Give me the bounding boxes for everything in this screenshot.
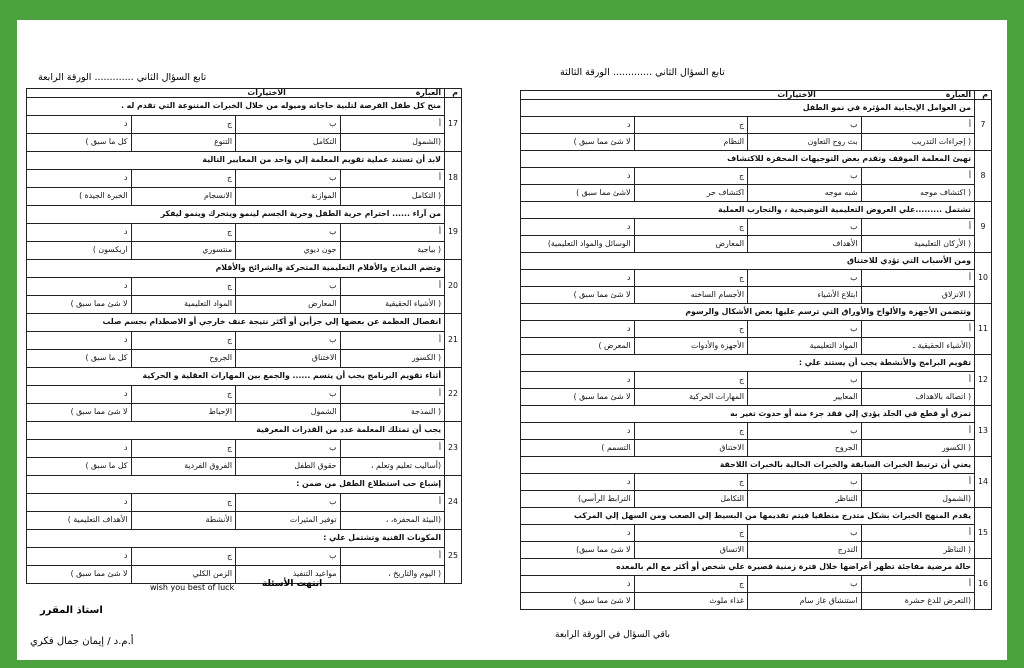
option-letter: ج <box>634 473 748 490</box>
answer-option[interactable]: المواد التعليمية <box>131 295 236 313</box>
header-statement-label: العبارة <box>415 88 441 97</box>
option-letter: أ <box>340 547 445 565</box>
option-letters-row <box>521 116 992 133</box>
option-letters-row <box>27 331 462 349</box>
option-letter: ج <box>131 223 236 241</box>
options-row <box>27 187 462 205</box>
option-letters-row <box>27 547 462 565</box>
option-letter: د <box>521 371 635 388</box>
question-number: 18 <box>445 151 462 205</box>
option-letter: ب <box>748 422 862 439</box>
option-letter: ب <box>236 439 341 457</box>
option-letter: أ <box>340 439 445 457</box>
option-letter: ج <box>634 269 748 286</box>
option-letter: ب <box>748 371 862 388</box>
question-row <box>521 456 992 473</box>
option-letter: ب <box>236 331 341 349</box>
answer-option[interactable]: منتسوري <box>131 241 236 259</box>
option-letter: ب <box>748 524 862 541</box>
answer-option[interactable]: لاشئ مما سبق ) <box>521 184 635 201</box>
option-letter: ج <box>634 575 748 592</box>
question-text: يقدم المنهج الخبرات بشكل متدرج منطقيا فيتم تقديمها من البسيط إلي الصعب ومن السهل إلي المركب <box>521 507 975 524</box>
option-letter: أ <box>340 223 445 241</box>
answer-option[interactable]: (الشمول <box>340 133 445 151</box>
option-letters-row <box>27 115 462 133</box>
option-letter: ج <box>634 320 748 337</box>
answer-option[interactable]: الفروق الفردية <box>131 457 236 475</box>
option-letter: ب <box>236 277 341 295</box>
options-row <box>27 295 462 313</box>
option-letters-row <box>521 320 992 337</box>
option-letter: د <box>521 524 635 541</box>
question-text: إشباع حب استطلاع الطفل من ضمن : <box>27 475 445 493</box>
question-row <box>27 367 462 385</box>
option-letter: د <box>521 422 635 439</box>
options-row <box>521 235 992 252</box>
answer-option[interactable]: ( النمذجة <box>340 403 445 421</box>
answer-option[interactable]: (الأشياء الحقيقية ـ <box>861 337 975 354</box>
header-statement-label: العبارة <box>945 90 971 99</box>
end-of-questions: انتهت الأسئلة <box>262 579 323 589</box>
options-row <box>27 511 462 529</box>
header-row <box>27 89 462 98</box>
option-letter: أ <box>861 575 975 592</box>
answer-option[interactable]: الجروح <box>131 349 236 367</box>
option-letter: أ <box>861 320 975 337</box>
answer-option[interactable]: ( الأشياء الحقيقية <box>340 295 445 313</box>
answer-option[interactable]: كل ما سبق ) <box>27 133 132 151</box>
option-letter: أ <box>861 473 975 490</box>
option-letter: د <box>27 385 132 403</box>
question-number: 23 <box>445 421 462 475</box>
option-letter: د <box>27 169 132 187</box>
option-letter: د <box>27 331 132 349</box>
question-number: 19 <box>445 205 462 259</box>
question-text: من آراء ...... احترام حرية الطفل وحرية الجسم لينمو ويتحرك وينمو ليفكر <box>27 205 445 223</box>
question-row <box>521 99 992 116</box>
options-row <box>521 439 992 456</box>
answer-option[interactable]: ( التناظر <box>861 541 975 558</box>
answer-option[interactable]: الانسجام <box>131 187 236 205</box>
option-letters-row <box>27 439 462 457</box>
answer-option[interactable]: جون ديوي <box>236 241 341 259</box>
option-letter: ب <box>236 385 341 403</box>
question-number: 20 <box>445 259 462 313</box>
option-letter: أ <box>340 115 445 133</box>
option-letter: أ <box>340 169 445 187</box>
left-questions-table <box>26 88 462 584</box>
options-row <box>521 592 992 609</box>
answer-option[interactable]: الزمن الكلي <box>131 565 236 583</box>
question-row <box>27 313 462 331</box>
option-letters-row <box>521 371 992 388</box>
option-letters-row <box>521 524 992 541</box>
option-letter: د <box>27 277 132 295</box>
question-text: لابد أن تستند عملية تقويم المعلمة إلي واحد من المعايير التالية <box>27 151 445 169</box>
question-text: أثناء تقويم البرنامج يجب أن يتسم ...... والجمع بين المهارات العقلية و الحركية <box>27 367 445 385</box>
option-letters-row <box>521 473 992 490</box>
answer-option[interactable]: ( اتصاله بالاهداف <box>861 388 975 405</box>
answer-option[interactable]: ( الكسور <box>340 349 445 367</box>
answer-option[interactable]: لا شئ مما سبق ) <box>521 388 635 405</box>
question-text: وتضم النماذج والأفلام التعليمية المتحركة والشرائح والأفلام <box>27 259 445 277</box>
answer-option[interactable]: ( بياجية <box>340 241 445 259</box>
options-row <box>27 349 462 367</box>
answer-option[interactable]: حقوق الطفل <box>236 457 341 475</box>
question-text: المكونات الفنية وتشتمل علي : <box>27 529 445 547</box>
option-letter: ج <box>634 218 748 235</box>
answer-option[interactable]: استنشاق غاز سام <box>748 592 862 609</box>
answer-option[interactable]: الجروح <box>748 439 862 456</box>
option-letters-row <box>27 385 462 403</box>
option-letter: ج <box>131 547 236 565</box>
answer-option[interactable]: اريكسون ) <box>27 241 132 259</box>
option-letter: د <box>521 575 635 592</box>
question-row <box>521 558 992 575</box>
header-statement <box>27 89 445 98</box>
options-row <box>521 184 992 201</box>
options-row <box>521 286 992 303</box>
question-row <box>521 354 992 371</box>
option-letter: د <box>521 116 635 133</box>
answer-option[interactable]: التناظر <box>748 490 862 507</box>
option-letters-row <box>27 493 462 511</box>
question-row <box>521 201 992 218</box>
question-number: 15 <box>975 507 992 558</box>
option-letters-row <box>521 167 992 184</box>
question-text: تشتمل .........علي العروض التعليمية التوضيحية ، والتجارب العملية <box>521 201 975 218</box>
option-letter: ب <box>236 115 341 133</box>
option-letter: ب <box>236 169 341 187</box>
answer-option[interactable]: (أساليب تعليم وتعلم ، <box>340 457 445 475</box>
question-row <box>521 150 992 167</box>
option-letter: د <box>27 493 132 511</box>
question-row <box>27 421 462 439</box>
option-letter: ب <box>236 493 341 511</box>
question-number: 25 <box>445 529 462 583</box>
options-row <box>27 403 462 421</box>
option-letter: د <box>27 439 132 457</box>
question-number: 22 <box>445 367 462 421</box>
option-letter: ب <box>748 167 862 184</box>
option-letter: أ <box>340 331 445 349</box>
question-text: من العوامل الإيجابية المؤثرة في نمو الطفل <box>521 99 975 116</box>
question-number: 24 <box>445 475 462 529</box>
answer-option[interactable]: الإحباط <box>131 403 236 421</box>
option-letter: د <box>521 269 635 286</box>
answer-option[interactable]: ( اليوم والتاريخ ، <box>340 565 445 583</box>
question-number: 9 <box>975 201 992 252</box>
question-text: منح كل طفل الفرصة لتلبية حاجاته وميوله من خلال الخبرات المتنوعة التي تقدم له . <box>27 97 445 115</box>
option-letter: ج <box>131 385 236 403</box>
question-row <box>521 303 992 320</box>
answer-option[interactable]: المعارض <box>236 295 341 313</box>
question-number: 8 <box>975 150 992 201</box>
answer-option[interactable]: مواعيد التنفيذ <box>236 565 341 583</box>
option-letter: ج <box>131 277 236 295</box>
answer-option[interactable]: لا شئ مما سبق ) <box>27 295 132 313</box>
option-letters-row <box>521 218 992 235</box>
option-letters-row <box>521 269 992 286</box>
option-letter: د <box>521 473 635 490</box>
left-page <box>26 88 462 584</box>
question-number: 14 <box>975 456 992 507</box>
answer-option[interactable]: ( الأركان التعليمية <box>861 235 975 252</box>
answer-option[interactable]: لا شئ مما سبق ) <box>521 592 635 609</box>
question-row <box>27 97 462 115</box>
answer-option[interactable]: بث روح التعاون <box>748 133 862 150</box>
answer-option[interactable]: (البيئة المحفزة، ، <box>340 511 445 529</box>
answer-option[interactable]: الشمول <box>236 403 341 421</box>
answer-option[interactable]: المعارض <box>634 235 748 252</box>
options-row <box>27 457 462 475</box>
question-text: تمزق أو قطع في الجلد يؤدي إلي فقد جزء منه أو حدوث تغير به <box>521 405 975 422</box>
option-letters-row <box>521 422 992 439</box>
option-letter: أ <box>861 269 975 286</box>
answer-option[interactable]: الأهداف <box>748 235 862 252</box>
option-letter: أ <box>861 524 975 541</box>
question-text: حالة مرضية مفاجئة تظهر أعراضها خلال فترة زمنية قصيرة علي شخص أو أكثر مع الم بالمعده <box>521 558 975 575</box>
option-letter: ج <box>131 115 236 133</box>
options-row <box>521 388 992 405</box>
question-row <box>27 259 462 277</box>
answer-option[interactable]: المواد التعليمية <box>748 337 862 354</box>
header-num: م <box>975 91 992 100</box>
answer-option[interactable]: التنوع <box>131 133 236 151</box>
option-letter: ب <box>748 575 862 592</box>
question-number: 21 <box>445 313 462 367</box>
answer-option[interactable]: توفير المثيرات <box>236 511 341 529</box>
question-number: 11 <box>975 303 992 354</box>
answer-option[interactable]: التكامل <box>634 490 748 507</box>
answer-option[interactable]: التدرج <box>748 541 862 558</box>
answer-option[interactable]: الاختناق <box>236 349 341 367</box>
question-number: 12 <box>975 354 992 405</box>
option-letter: د <box>521 167 635 184</box>
question-text: ومن الأسباب التي تؤدي للاختناق <box>521 252 975 269</box>
header-choices-label: الاختيارات <box>247 88 286 97</box>
answer-option[interactable]: الاتساق <box>634 541 748 558</box>
option-letter: ب <box>236 547 341 565</box>
header-num: م <box>445 89 462 98</box>
answer-option[interactable]: التسمم ) <box>521 439 635 456</box>
option-letter: أ <box>340 277 445 295</box>
wish-text: wish you best of luck <box>150 583 235 592</box>
option-letters-row <box>27 277 462 295</box>
option-letter: ج <box>131 169 236 187</box>
option-letter: أ <box>340 385 445 403</box>
question-row <box>27 475 462 493</box>
question-text: تهيئ المعلمة الموقف وتقدم بعض التوجيهات المحفزة للاكتشاف <box>521 150 975 167</box>
option-letter: ب <box>748 473 862 490</box>
answer-option[interactable]: كل ما سبق ) <box>27 349 132 367</box>
options-row <box>521 490 992 507</box>
answer-option[interactable]: الخبرة الجيدة ) <box>27 187 132 205</box>
answer-option[interactable]: ( الانزلاق <box>861 286 975 303</box>
question-row <box>27 151 462 169</box>
options-row <box>521 133 992 150</box>
option-letter: أ <box>861 167 975 184</box>
answer-option[interactable]: ( إجراءات التدريب <box>861 133 975 150</box>
option-letter: أ <box>861 371 975 388</box>
signature-name: أ.م.د / إيمان جمال فكري <box>30 636 134 647</box>
answer-option[interactable]: ( التكامل <box>340 187 445 205</box>
answer-option[interactable]: الأهداف التعليمية ) <box>27 511 132 529</box>
question-text: يعني أن ترتبط الخبرات السابقة والخبرات الحالية بالخبرات اللاحقة <box>521 456 975 473</box>
option-letter: د <box>27 115 132 133</box>
question-number: 16 <box>975 558 992 609</box>
option-letter: ب <box>748 269 862 286</box>
answer-option[interactable]: (الشمول <box>861 490 975 507</box>
option-letter: ج <box>634 422 748 439</box>
answer-option[interactable]: المعايير <box>748 388 862 405</box>
answer-option[interactable]: كل ما سبق ) <box>27 457 132 475</box>
option-letter: ج <box>634 371 748 388</box>
option-letter: د <box>27 223 132 241</box>
header-row <box>521 91 992 100</box>
question-row <box>27 529 462 547</box>
option-letter: ب <box>748 218 862 235</box>
option-letter: ج <box>634 167 748 184</box>
answer-option[interactable]: ابتلاع الأشياء <box>748 286 862 303</box>
option-letter: ب <box>236 223 341 241</box>
option-letter: ج <box>131 439 236 457</box>
question-text: انفصال العظمة عن بعضها إلي جزأين أو أكثر نتيجة عنف خارجي أو الاصطدام بجسم صلب <box>27 313 445 331</box>
answer-option[interactable]: الوسائل والمواد التعليمية) <box>521 235 635 252</box>
question-text: وتتضمن الأجهزة والألواح والأوراق التي ترسم عليها بعض الأشكال والرسوم <box>521 303 975 320</box>
question-row <box>521 507 992 524</box>
question-row <box>27 205 462 223</box>
answer-option[interactable]: لا شئ مما سبق ) <box>27 565 132 583</box>
left-page-continuation: تابع السؤال الثاني ............. الورقة الرابعة <box>38 72 207 83</box>
question-number: 13 <box>975 405 992 456</box>
answer-option[interactable]: الأجهزة والأدوات <box>634 337 748 354</box>
answer-option[interactable]: المعرض ) <box>521 337 635 354</box>
option-letters-row <box>521 575 992 592</box>
option-letter: ب <box>748 116 862 133</box>
answer-option[interactable]: ( الكسور <box>861 439 975 456</box>
options-row <box>27 133 462 151</box>
question-number: 10 <box>975 252 992 303</box>
option-letter: ب <box>748 320 862 337</box>
right-questions-table <box>520 90 992 610</box>
option-letter: أ <box>861 422 975 439</box>
option-letters-row <box>27 223 462 241</box>
question-row <box>521 252 992 269</box>
answer-option[interactable]: الأجسام الساخنه <box>634 286 748 303</box>
answer-option[interactable]: النظام <box>634 133 748 150</box>
option-letter: د <box>521 320 635 337</box>
question-text: يجب أن تمتلك المعلمة عدد من القدرات المعرفية <box>27 421 445 439</box>
option-letter: أ <box>861 218 975 235</box>
right-page-continuation: تابع السؤال الثاني ............. الورقة الثالثة <box>560 67 725 78</box>
option-letter: أ <box>340 493 445 511</box>
answer-option[interactable]: الموازنة <box>236 187 341 205</box>
answer-option[interactable]: ( اكتشاف موجه <box>861 184 975 201</box>
option-letter: ج <box>634 116 748 133</box>
option-letter: ج <box>131 331 236 349</box>
right-page-footer: باقي السؤال في الورقة الرابعة <box>555 630 671 640</box>
option-letter: أ <box>861 116 975 133</box>
answer-option[interactable]: الاختناق <box>634 439 748 456</box>
header-statement <box>521 91 975 100</box>
question-row <box>521 405 992 422</box>
answer-option[interactable]: لا شئ مما سبق ) <box>521 286 635 303</box>
option-letter: د <box>521 218 635 235</box>
answer-option[interactable]: غذاء ملوث <box>634 592 748 609</box>
signature-title: استاذ المقرر <box>40 605 103 616</box>
answer-option[interactable]: اكتشاف حر <box>634 184 748 201</box>
option-letters-row <box>27 169 462 187</box>
option-letter: ج <box>634 524 748 541</box>
answer-option[interactable]: شبه موجه <box>748 184 862 201</box>
answer-option[interactable]: (التعرض للدغ حشرة <box>861 592 975 609</box>
answer-option[interactable]: لا شئ مما سبق ) <box>27 403 132 421</box>
options-row <box>521 337 992 354</box>
header-choices-label: الاختيارات <box>777 90 816 99</box>
answer-option[interactable]: الأنشطة <box>131 511 236 529</box>
answer-option[interactable]: الترابط الرأسي) <box>521 490 635 507</box>
options-row <box>521 541 992 558</box>
option-letter: د <box>27 547 132 565</box>
option-letter: ج <box>131 493 236 511</box>
options-row <box>27 241 462 259</box>
question-number: 7 <box>975 99 992 150</box>
options-row <box>27 565 462 583</box>
answer-option[interactable]: المهارات الحركية <box>634 388 748 405</box>
question-number: 17 <box>445 97 462 151</box>
answer-option[interactable]: التكامل <box>236 133 341 151</box>
question-text: تقويم البرامج والأنشطة يجب أن يستند علي : <box>521 354 975 371</box>
answer-option[interactable]: لا شئ مما سبق) <box>521 541 635 558</box>
answer-option[interactable]: لا شئ مما سبق ) <box>521 133 635 150</box>
right-page <box>520 90 992 610</box>
